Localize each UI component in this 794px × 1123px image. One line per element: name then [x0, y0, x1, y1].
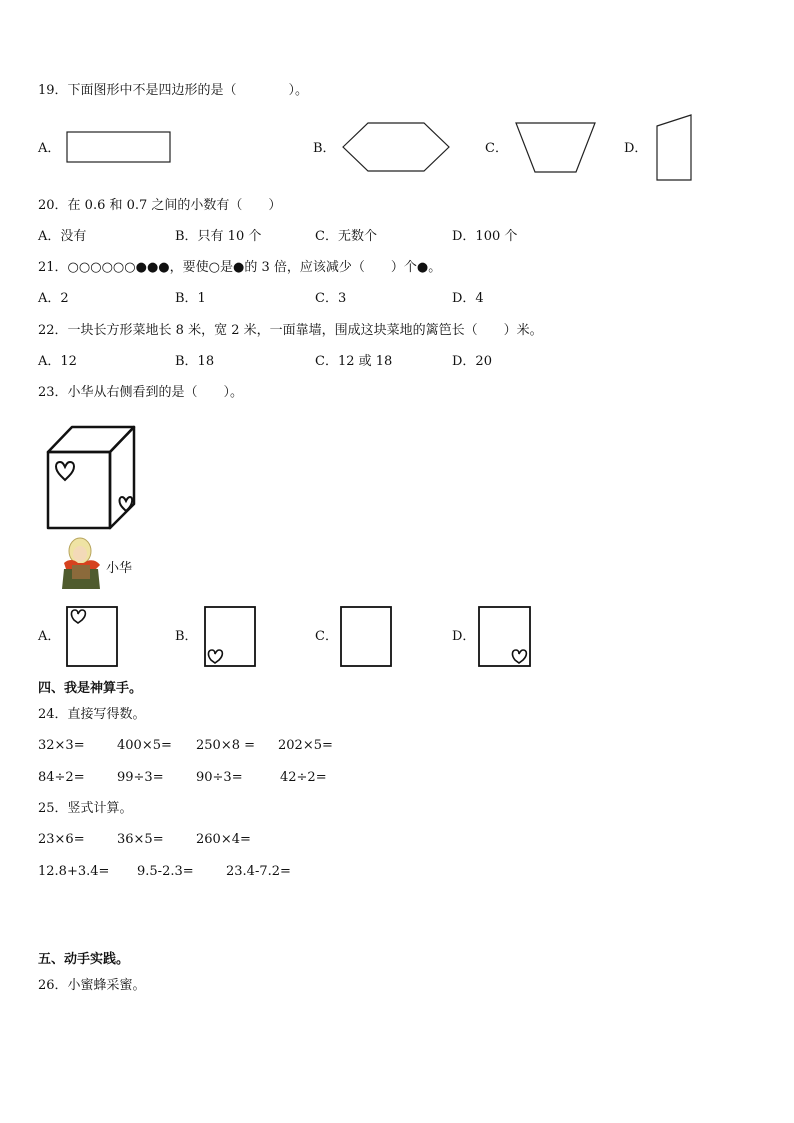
q21-option-b: B．1 [175, 291, 206, 306]
q19-option-a-label: A． [38, 141, 61, 156]
q21-option-a: A．2 [38, 291, 69, 306]
q19-hexagon-figure [342, 122, 452, 174]
q19-quadrilateral-figure [655, 114, 695, 183]
q22-option-c: C．12 或 18 [315, 354, 393, 369]
q24-expr-3: 250×8 = [196, 738, 256, 753]
cube-with-hearts-figure [44, 424, 140, 534]
q25-expr-5: 9.5-2.3= [137, 864, 194, 879]
front-heart-icon [56, 462, 74, 480]
section-5-title: 五、动手实践。 [38, 952, 130, 967]
q24-expr-6: 99÷3= [117, 770, 164, 785]
q25-expr-4: 12.8+3.4= [38, 864, 110, 879]
q23-option-d-label: D． [452, 629, 476, 644]
q24-expr-5: 84÷2= [38, 770, 85, 785]
q19-option-c-label: C． [485, 141, 508, 156]
q25-expr-3: 260×4= [196, 832, 251, 847]
q23-option-a-label: A． [38, 629, 61, 644]
q23-option-b-label: B． [175, 629, 198, 644]
q20-option-b: B．只有 10 个 [175, 229, 262, 244]
q24-expr-4: 202×5= [278, 738, 333, 753]
heart-icon [512, 650, 526, 663]
q25-expr-2: 36×5= [117, 832, 164, 847]
q24-stem: 24．直接写得数。 [38, 707, 146, 722]
q23-option-d-figure [478, 606, 532, 668]
section-4-title: 四、我是神算手。 [38, 681, 143, 696]
q22-stem: 22．一块长方形菜地长 8 米，宽 2 米，一面靠墙，围成这块菜地的篱笆长（ ）米。 [38, 323, 543, 338]
q23-option-c-label: C． [315, 629, 338, 644]
q26-stem: 26．小蜜蜂采蜜。 [38, 978, 146, 993]
q21-option-d: D．4 [452, 291, 484, 306]
q20-stem: 20．在 0.6 和 0.7 之间的小数有（ ） [38, 198, 282, 213]
q23-option-a-figure [66, 606, 119, 668]
q23-stem: 23．小华从右侧看到的是（ ）。 [38, 385, 244, 400]
heart-icon [208, 650, 222, 663]
q19-option-d-label: D． [624, 141, 648, 156]
q20-option-a: A．没有 [38, 229, 87, 244]
q24-expr-1: 32×3= [38, 738, 85, 753]
q25-expr-1: 23×6= [38, 832, 85, 847]
q24-expr-2: 400×5= [117, 738, 172, 753]
q19-trapezoid-figure [514, 122, 598, 174]
q19-option-b-label: B． [313, 141, 336, 156]
q24-expr-8: 42÷2= [280, 770, 327, 785]
q21-option-c: C．3 [315, 291, 347, 306]
q19-rectangle-figure [66, 131, 172, 164]
q23-option-b-figure [204, 606, 257, 668]
q20-option-c: C．无数个 [315, 229, 377, 244]
q22-option-d: D．20 [452, 354, 492, 369]
child-name-label: 小华 [106, 561, 133, 576]
q20-option-d: D．100 个 [452, 229, 518, 244]
q19-stem: 19．下面图形中不是四边形的是（ ）。 [38, 83, 309, 98]
q23-option-c-figure [340, 606, 393, 668]
q22-option-a: A．12 [38, 354, 77, 369]
q24-expr-7: 90÷3= [196, 770, 243, 785]
child-avatar [58, 535, 104, 589]
q25-stem: 25．竖式计算。 [38, 801, 133, 816]
heart-icon [71, 610, 85, 623]
q22-option-b: B．18 [175, 354, 215, 369]
q21-stem: 21．○○○○○○●●●，要使○是●的 3 倍，应该减少（ ）个●。 [38, 260, 442, 275]
q25-expr-6: 23.4-7.2= [226, 864, 291, 879]
